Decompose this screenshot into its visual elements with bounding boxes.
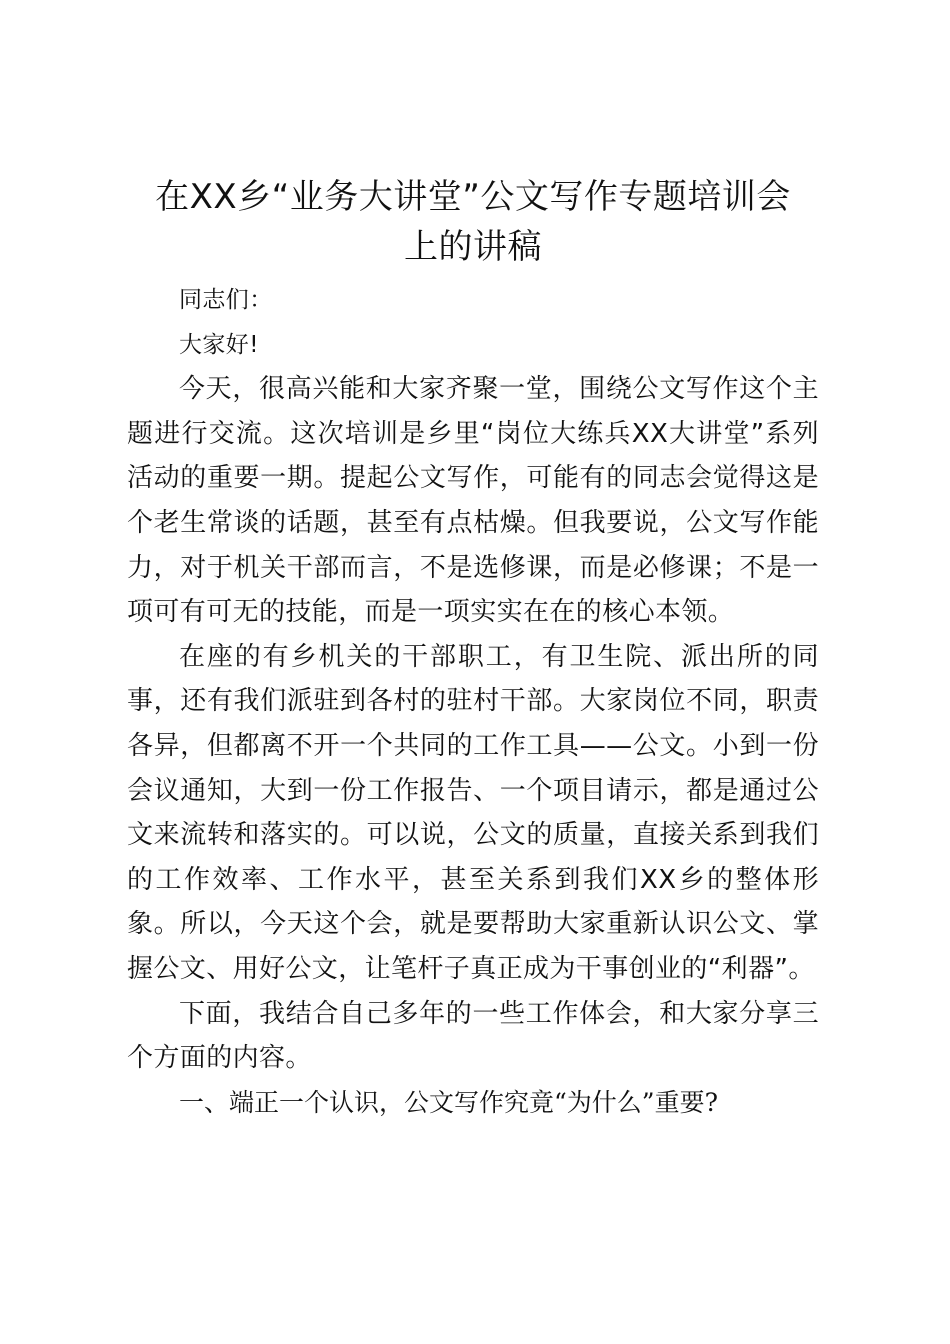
salutation: 同志们：	[179, 287, 273, 313]
title-line-1: 在XX乡“业务大讲堂”公文写作专题培训会	[155, 177, 791, 217]
paragraph-outline: 下面，我结合自己多年的一些工作体会，和大家分享三个方面的内容。	[127, 998, 819, 1074]
section-heading-1: 一、端正一个认识，公文写作究竟“为什么”重要?	[179, 1087, 718, 1117]
document-title	[127, 172, 819, 272]
title-line-2: 上的讲稿	[404, 227, 542, 267]
document-page	[127, 172, 819, 1125]
paragraph-audience: 在座的有乡机关的干部职工，有卫生院、派出所的同事，还有我们派驻到各村的驻村干部。大家岗位不同，职责各异，但都离不开一个共同的工作工具——公文。小到一份会议通知，大到一份工作报告、一个项目请示，都是通过公文来流转和落实的。可以说，公文的质量，直接关系到我们的工作效率、工作水平，甚至关系到我们XX乡的整体形象。所以，今天这个会，就是要帮助大家重新认识公文、掌握公文、用好公文，让笔杆子真正成为干事创业的“利器”。	[127, 641, 819, 984]
document-body	[127, 278, 819, 1125]
greeting: 大家好!	[179, 331, 259, 358]
paragraph-opening: 今天，很高兴能和大家齐聚一堂，围绕公文写作这个主题进行交流。这次培训是乡里“岗位大练兵XX大讲堂”系列活动的重要一期。提起公文写作，可能有的同志会觉得这是个老生常谈的话题，甚至有点枯燥。但我要说，公文写作能力，对于机关干部而言，不是选修课，而是必修课；不是一项可有可无的技能，而是一项实实在在的核心本领。	[127, 374, 819, 628]
